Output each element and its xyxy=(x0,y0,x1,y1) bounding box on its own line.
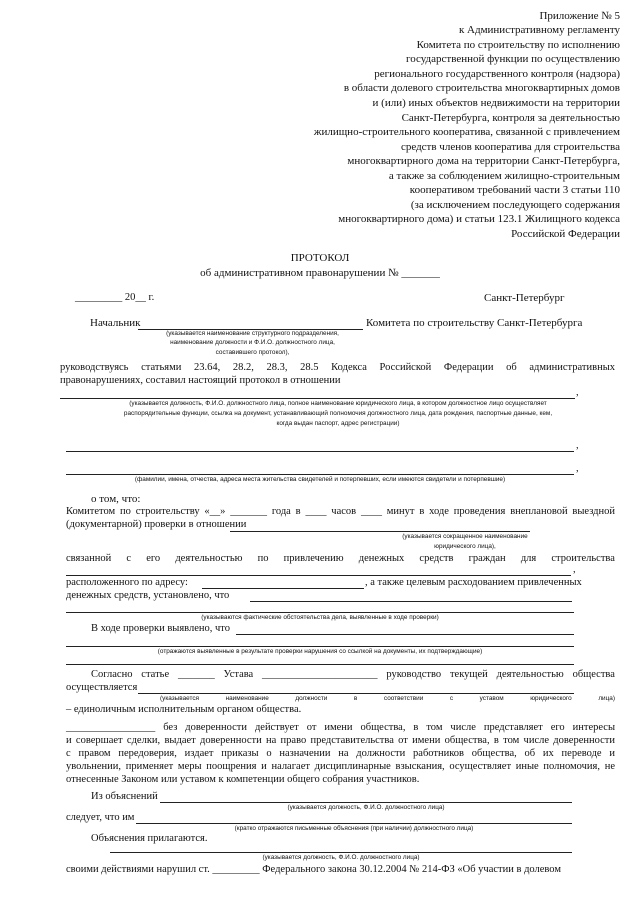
fill-line xyxy=(66,451,574,452)
violated-line: своими действиями нарушил ст. _________ Федерального закона 30.12.2004 № 214-ФЗ «Об участии в долевом xyxy=(66,864,562,875)
inspection-line: Комитетом по строительству «__» _______ года в ____ часов ____ минут в ходе проведения внеплановой выездной xyxy=(66,506,615,517)
word: с xyxy=(126,553,132,564)
header-line: кооперативом требований части 3 статьи 110 xyxy=(409,184,620,196)
person-hint: когда выдан паспорт, адрес регистрации) xyxy=(276,420,400,427)
person-hint: распорядительные функции, ссылка на документ, устанавливающий полномочия должностного лица, дата рождения, паспортные данные, кем, xyxy=(123,410,553,417)
revealed-hint: (отражаются выявленные в результате проверки нарушения со ссылкой на документы, их подтверждающие) xyxy=(157,648,483,655)
header-line: к Административному регламенту xyxy=(458,24,620,36)
follows-label: следует, что им xyxy=(66,812,135,823)
comma: , xyxy=(573,564,576,575)
word: строительства xyxy=(551,553,615,564)
about-label: о том, что: xyxy=(91,493,141,505)
comma: , xyxy=(576,463,579,474)
chief-committee: Комитета по строительству Санкт-Петербурга xyxy=(366,317,583,329)
fill-line xyxy=(250,601,572,602)
charter-hint xyxy=(160,696,615,702)
word: _______ xyxy=(177,669,215,680)
comma: , xyxy=(576,387,579,398)
explanations-attached: Объяснения прилагаются. xyxy=(91,833,208,844)
word: деятельностью xyxy=(175,553,243,564)
inspection-line-3 xyxy=(66,554,615,565)
charter-line: – единоличным исполнительным органом общества. xyxy=(66,704,302,715)
header-line: жилищно-строительного кооператива, связанной с привлечением xyxy=(313,126,620,138)
fill-line xyxy=(138,693,574,694)
protocol-date: _________ 20__ г. xyxy=(75,292,155,303)
document-title: ПРОТОКОЛ xyxy=(290,252,350,264)
facts-hint: (указываются фактические обстоятельства дела, выявленные в ходе проверки) xyxy=(201,614,439,621)
guided-line: правонарушениях, составил настоящий протокол в отношении xyxy=(60,375,341,386)
charter-paragraph: отнесенные Законом или уставом к компетенции общего собрания участников. xyxy=(66,774,420,785)
word: текущей xyxy=(449,669,488,680)
charter-exercised: осуществляется xyxy=(66,682,138,693)
word: его xyxy=(146,553,161,564)
explanations-label: Из объяснений xyxy=(91,791,158,802)
chief-hint: составившего протокол), xyxy=(215,349,290,356)
word: привлечению xyxy=(283,553,344,564)
header-line: средств членов кооператива для строительства xyxy=(400,141,620,153)
word: денежных xyxy=(358,553,405,564)
guided-line: руководствуясь статьями 23.64, 28.2, 28.3, 28.5 Кодекса Российской Федерации об административных xyxy=(60,362,615,373)
word: деятельностью xyxy=(496,669,564,680)
hint-word: наименование xyxy=(225,695,269,702)
chief-label: Начальник xyxy=(90,317,141,329)
word: статье xyxy=(141,669,170,680)
header-line: Российской Федерации xyxy=(511,228,620,240)
fill-line xyxy=(66,646,574,647)
fill-line xyxy=(66,474,574,475)
header-line: Санкт-Петербурга, контроля за деятельностью xyxy=(401,112,620,124)
chief-hint: (указывается наименование структурного подразделения, xyxy=(166,330,339,337)
fill-line xyxy=(110,852,572,853)
word: связанной xyxy=(66,553,112,564)
charter-paragraph: _________________ без доверенности действует от имени общества, в том числе представляет его интересы xyxy=(66,722,615,733)
fill-line xyxy=(202,588,364,589)
person-hint: (указывается должность, Ф.И.О. должностного лица, полное наименование юридического лица, в котором должностное лицо осуществляет xyxy=(129,400,547,407)
fill-line xyxy=(60,398,575,399)
address-label: расположенного по адресу: xyxy=(66,577,188,588)
hint-word: в xyxy=(353,695,358,702)
charter-paragraph: с правом передоверия, издает приказы о назначении на должности работников общества, об их переводе и xyxy=(66,748,615,759)
word: граждан xyxy=(468,553,506,564)
explanations-hint: (кратко отражаются письменные объяснения (при наличии) должностного лица) xyxy=(234,825,474,832)
chief-hint: наименование должности и Ф.И.О. должностного лица, xyxy=(170,339,335,346)
document-subtitle: об административном правонарушении № _______ xyxy=(200,267,440,279)
inspection-line: (документарной) проверки в отношении xyxy=(66,519,247,530)
header-line: многоквартирного дома) и статьи 123.1 Жилищного кодекса xyxy=(338,213,620,225)
inspection-hint: юридического лица), xyxy=(434,543,496,550)
fill-line xyxy=(236,634,574,635)
hint-word: юридического xyxy=(530,695,572,702)
hint-word: уставом xyxy=(479,695,504,702)
protocol-city: Санкт-Петербург xyxy=(484,292,565,304)
word: Устава xyxy=(223,669,254,680)
header-line: Приложение № 5 xyxy=(539,10,620,22)
hint-word: соответствии xyxy=(383,695,424,702)
inspection-hint: (указывается сокращенное наименование xyxy=(402,533,528,540)
fill-line xyxy=(160,802,572,803)
header-line: регионального государственного контроля (надзора) xyxy=(374,68,620,80)
header-line: государственной функции по осуществлению xyxy=(405,53,620,65)
witness-hint: (фамилии, имена, отчества, адреса места жительства свидетелей и потерпевших, если имеются свидетели и потерпевшие) xyxy=(134,476,506,483)
hint-word: должности xyxy=(295,695,328,702)
word: ______________________ xyxy=(262,669,378,680)
revealed-label: В ходе проверки выявлено, что xyxy=(91,623,230,634)
header-line: в области долевого строительства многоквартирных домов xyxy=(343,82,620,94)
address-right: , а также целевым расходованием привлеченных xyxy=(365,577,582,588)
hint-word: с xyxy=(449,695,454,702)
fill-line xyxy=(66,575,571,576)
fill-line xyxy=(230,531,530,532)
word: общества xyxy=(572,669,615,680)
explanations-hint: (указывается должность, Ф.И.О. должностного лица) xyxy=(262,854,420,861)
word: руководство xyxy=(386,669,442,680)
header-line: многоквартирного дома на территории Санкт-Петербурга, xyxy=(347,155,620,167)
header-line: а также за соблюдением жилищно-строительным xyxy=(388,170,620,182)
charter-paragraph: и совершает сделки, выдает доверенности на право представительства от имени общества, в том числе доверенности xyxy=(66,735,615,746)
word: для xyxy=(520,553,537,564)
word: средств xyxy=(419,553,454,564)
explanations-hint: (указывается должность, Ф.И.О. должностного лица) xyxy=(287,804,445,811)
fill-line xyxy=(66,664,574,665)
charter-line-1 xyxy=(91,670,615,681)
header-line: и (или) иных объектов недвижимости на территории xyxy=(372,97,620,109)
header-line: Комитета по строительству по исполнению xyxy=(416,39,620,51)
fill-line xyxy=(66,612,574,613)
established-label: денежных средств, установлено, что xyxy=(66,590,230,601)
word: по xyxy=(257,553,269,564)
fill-line xyxy=(136,823,572,824)
charter-paragraph: увольнении, применяет меры поощрения и налагает дисциплинарные взыскания, осуществляет иные полномочия, не xyxy=(66,761,615,772)
hint-word: (указывается xyxy=(160,695,199,702)
word: Согласно xyxy=(91,669,133,680)
header-line: (за исключением последующего содержания xyxy=(410,199,620,211)
comma: , xyxy=(576,440,579,451)
hint-word: лица) xyxy=(598,695,615,702)
